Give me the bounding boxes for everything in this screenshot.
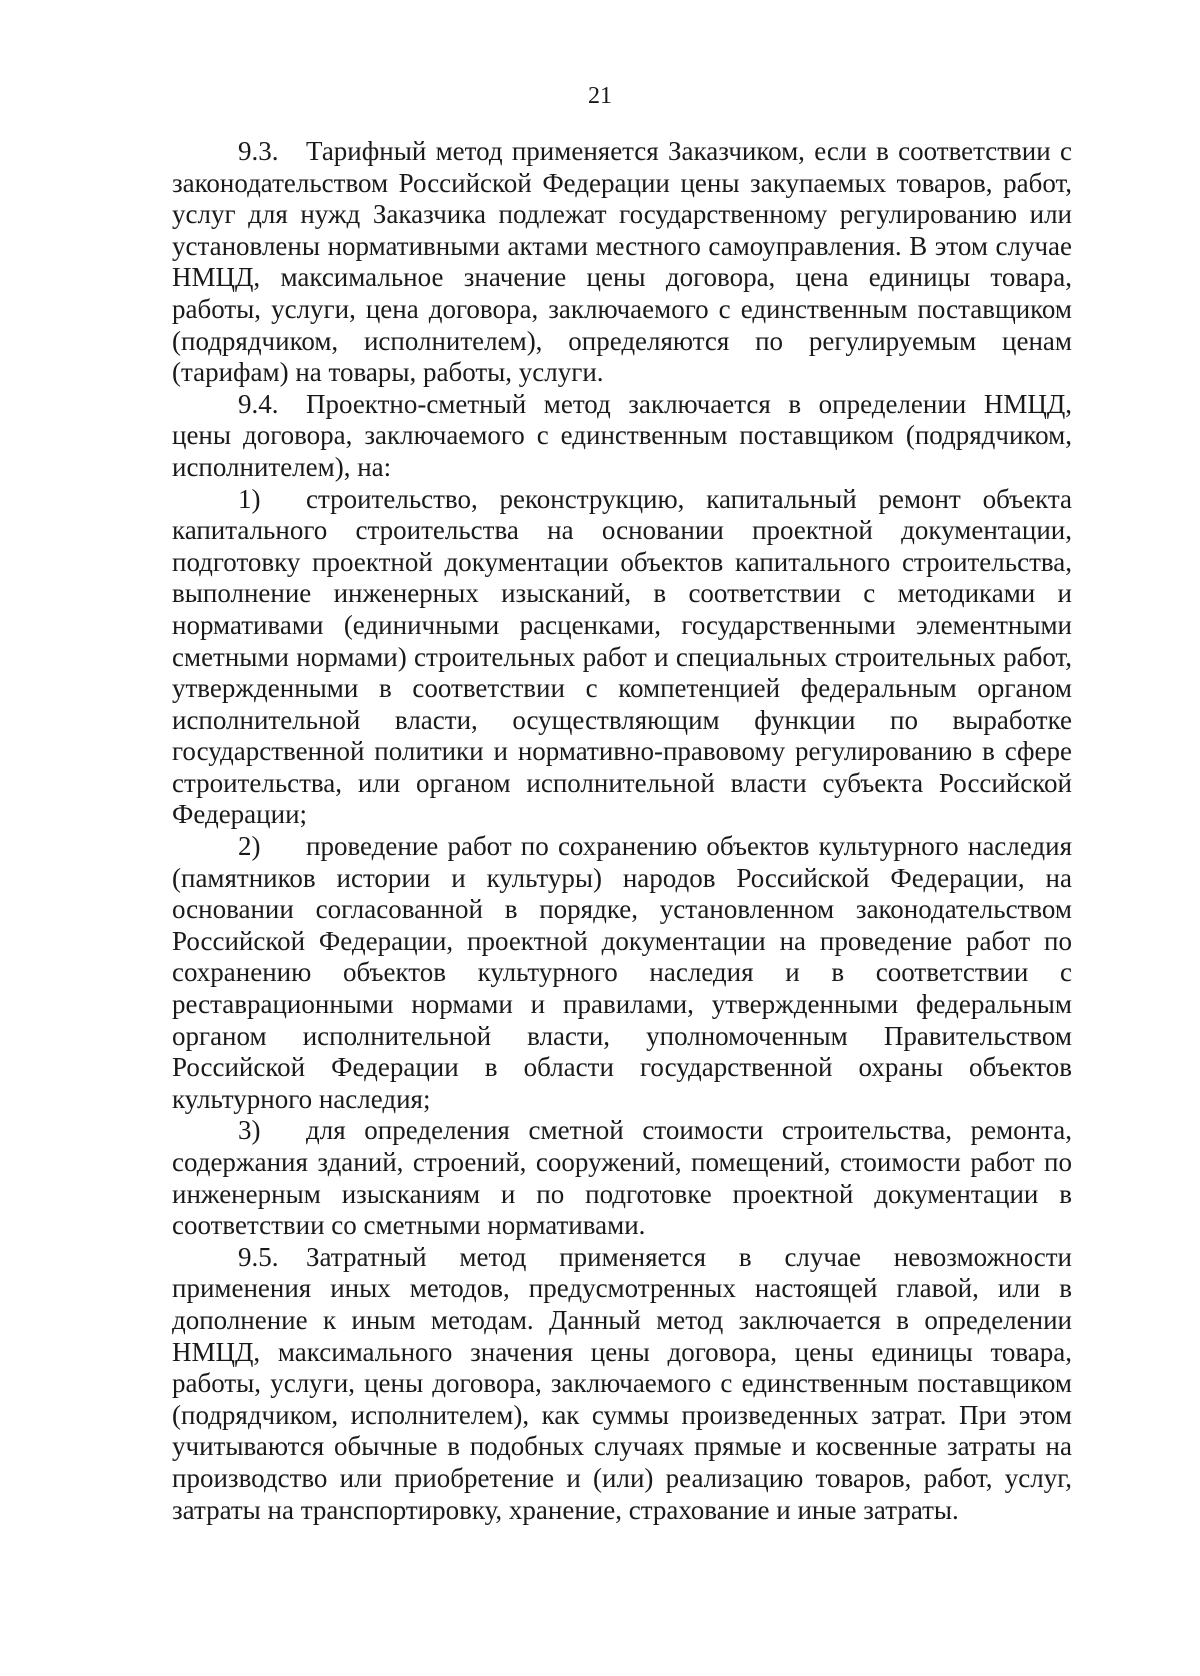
- paragraph-number: 9.4.: [238, 388, 279, 419]
- list-item-text: строительство, реконструкцию, капитальный ремонт объекта капитального строительства на основании проектной документации, подготовку проектной документации объектов капитального строительства, выполнение инженерных изысканий, в соответствии с методиками и нормативами (единичными расценками, государственными элементными сметными нормами) строительных работ и специальных строительных работ, утвержденными в соответствии с компетенцией федеральным органом исполнительной власти, осуществляющим функции по выработке государственной политики и нормативно-правовому регулированию в сфере строительства, или органом исполнительной власти субъекта Российской Федерации;: [172, 483, 1072, 830]
- list-item-number: 2): [238, 831, 261, 862]
- list-item-number: 3): [238, 1115, 261, 1146]
- list-item-text: проведение работ по сохранению объектов культурного наследия (памятников истории и культуры) народов Российской Федерации, на основании согласованной в порядке, установленном законодательством Российской Федерации, проектной документации на проведение работ по сохранению объектов культурного наследия и в соответствии с реставрационными нормами и правилами, утвержденными федеральным органом исполнительной власти, уполномоченным Правительством Российской Федерации в области государственной охраны объектов культурного наследия;: [172, 831, 1072, 1114]
- paragraph-number: 9.5.: [238, 1241, 279, 1272]
- paragraph-text: Тарифный метод применяется Заказчиком, если в соответствии с законодательством Российской Федерации цены закупаемых товаров, работ, услуг для нужд Заказчика подлежат государственному регулированию или установлены нормативными актами местного самоуправления. В этом случае НМЦД, максимальное значение цены договора, цена единицы товара, работы, услуги, цена договора, заключаемого с единственным поставщиком (подрядчиком, исполнителем), определяются по регулируемым ценам (тарифам) на товары, работы, услуги.: [172, 136, 1072, 388]
- page-number: 21: [588, 83, 612, 109]
- list-item-number: 1): [238, 483, 261, 514]
- paragraph-9-4: [172, 389, 1072, 484]
- list-item-3: [172, 1115, 1072, 1241]
- list-item-1: [172, 484, 1072, 832]
- list-item-2: [172, 831, 1072, 1115]
- paragraph-number: 9.3.: [238, 136, 279, 166]
- paragraph-text: Затратный метод применяется в случае невозможности применения иных методов, предусмотренных настоящей главой, или в дополнение к иным методам. Данный метод заключается в определении НМЦД, максимального значения цены договора, цены единицы товара, работы, услуги, цены договора, заключаемого с единственным поставщиком (подрядчиком, исполнителем), как суммы произведенных затрат. При этом учитываются обычные в подобных случаях прямые и косвенные затраты на производство или приобретение и (или) реализацию товаров, работ, услуг, затраты на транспортировку, хранение, страхование и иные затраты.: [172, 1241, 1072, 1525]
- list-item-text: для определения сметной стоимости строительства, ремонта, содержания зданий, строений, сооружений, помещений, стоимости работ по инженерным изысканиям и по подготовке проектной документации в соответствии со сметными нормативами.: [172, 1115, 1072, 1241]
- document-body: [172, 136, 1072, 1526]
- paragraph-9-5: [172, 1242, 1072, 1526]
- paragraph-text: Проектно-сметный метод заключается в определении НМЦД, цены договора, заключаемого с единственным поставщиком (подрядчиком, исполнителем), на:: [172, 388, 1072, 482]
- paragraph-9-3: [172, 136, 1072, 389]
